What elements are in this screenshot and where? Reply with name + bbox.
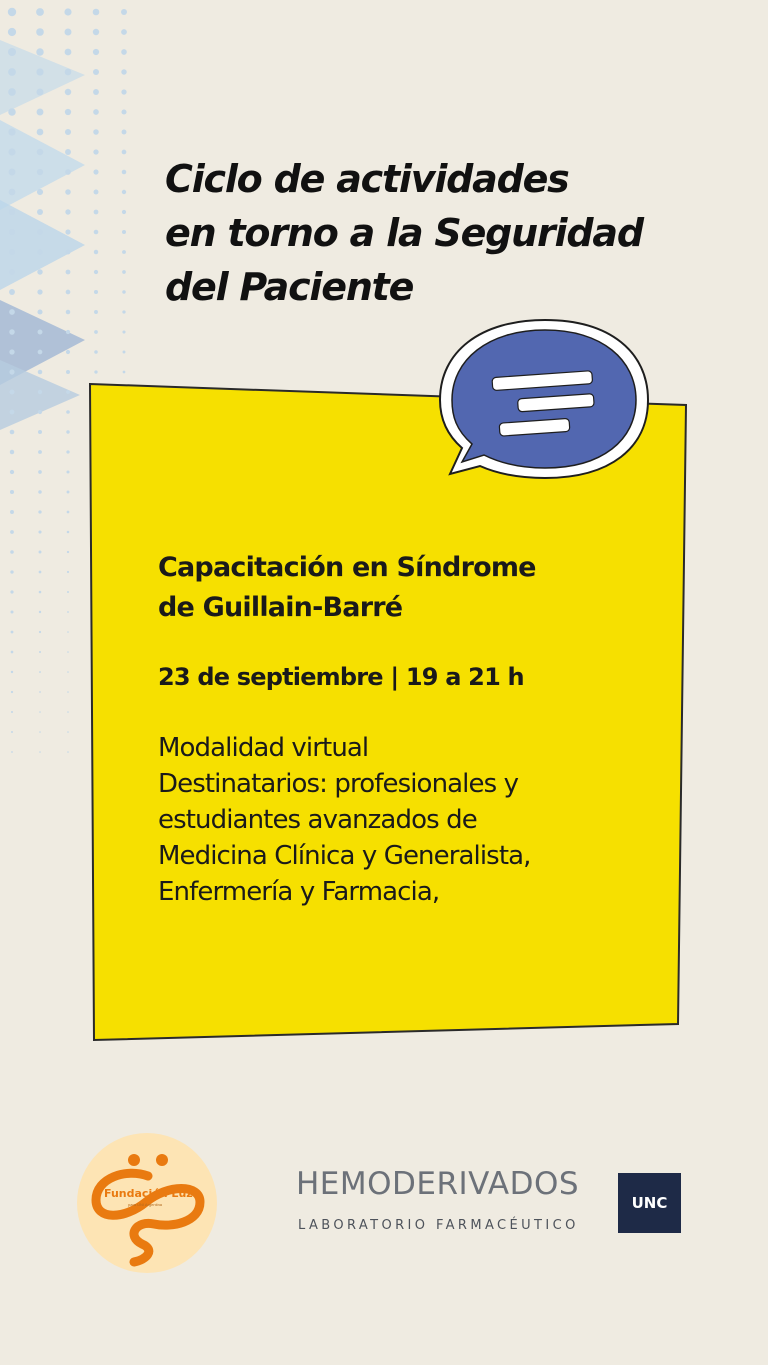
event-title-line-1: Capacitación en Síndrome (158, 552, 536, 583)
fundacion-subtitle: para UNI Argentina (128, 1202, 163, 1207)
detail-line: estudiantes avanzados de (158, 805, 477, 835)
detail-line: Enfermería y Farmacia, (158, 877, 440, 907)
event-title (158, 548, 638, 628)
unc-badge: UNC (618, 1173, 681, 1233)
event-date: 23 de septiembre | 19 a 21 h (158, 663, 524, 691)
detail-line: Destinatarios: profesionales y (158, 769, 519, 799)
event-title-line-2: de Guillain-Barré (158, 592, 403, 623)
event-details (158, 730, 638, 910)
headline-line-2: en torno a la Seguridad (165, 211, 643, 255)
card-content (158, 548, 638, 910)
hemoderivados-subtitle: LABORATORIO FARMACÉUTICO (298, 1218, 579, 1233)
fundacion-name: Fundación Luz (104, 1187, 193, 1200)
hemoderivados-name: HEMODERIVADOS (296, 1166, 580, 1202)
headline-line-3: del Paciente (165, 265, 414, 309)
detail-line: Medicina Clínica y Generalista, (158, 841, 531, 871)
detail-line: Modalidad virtual (158, 733, 369, 763)
speech-bubble-icon (440, 320, 648, 478)
headline-line-1: Ciclo de actividades (165, 157, 569, 201)
